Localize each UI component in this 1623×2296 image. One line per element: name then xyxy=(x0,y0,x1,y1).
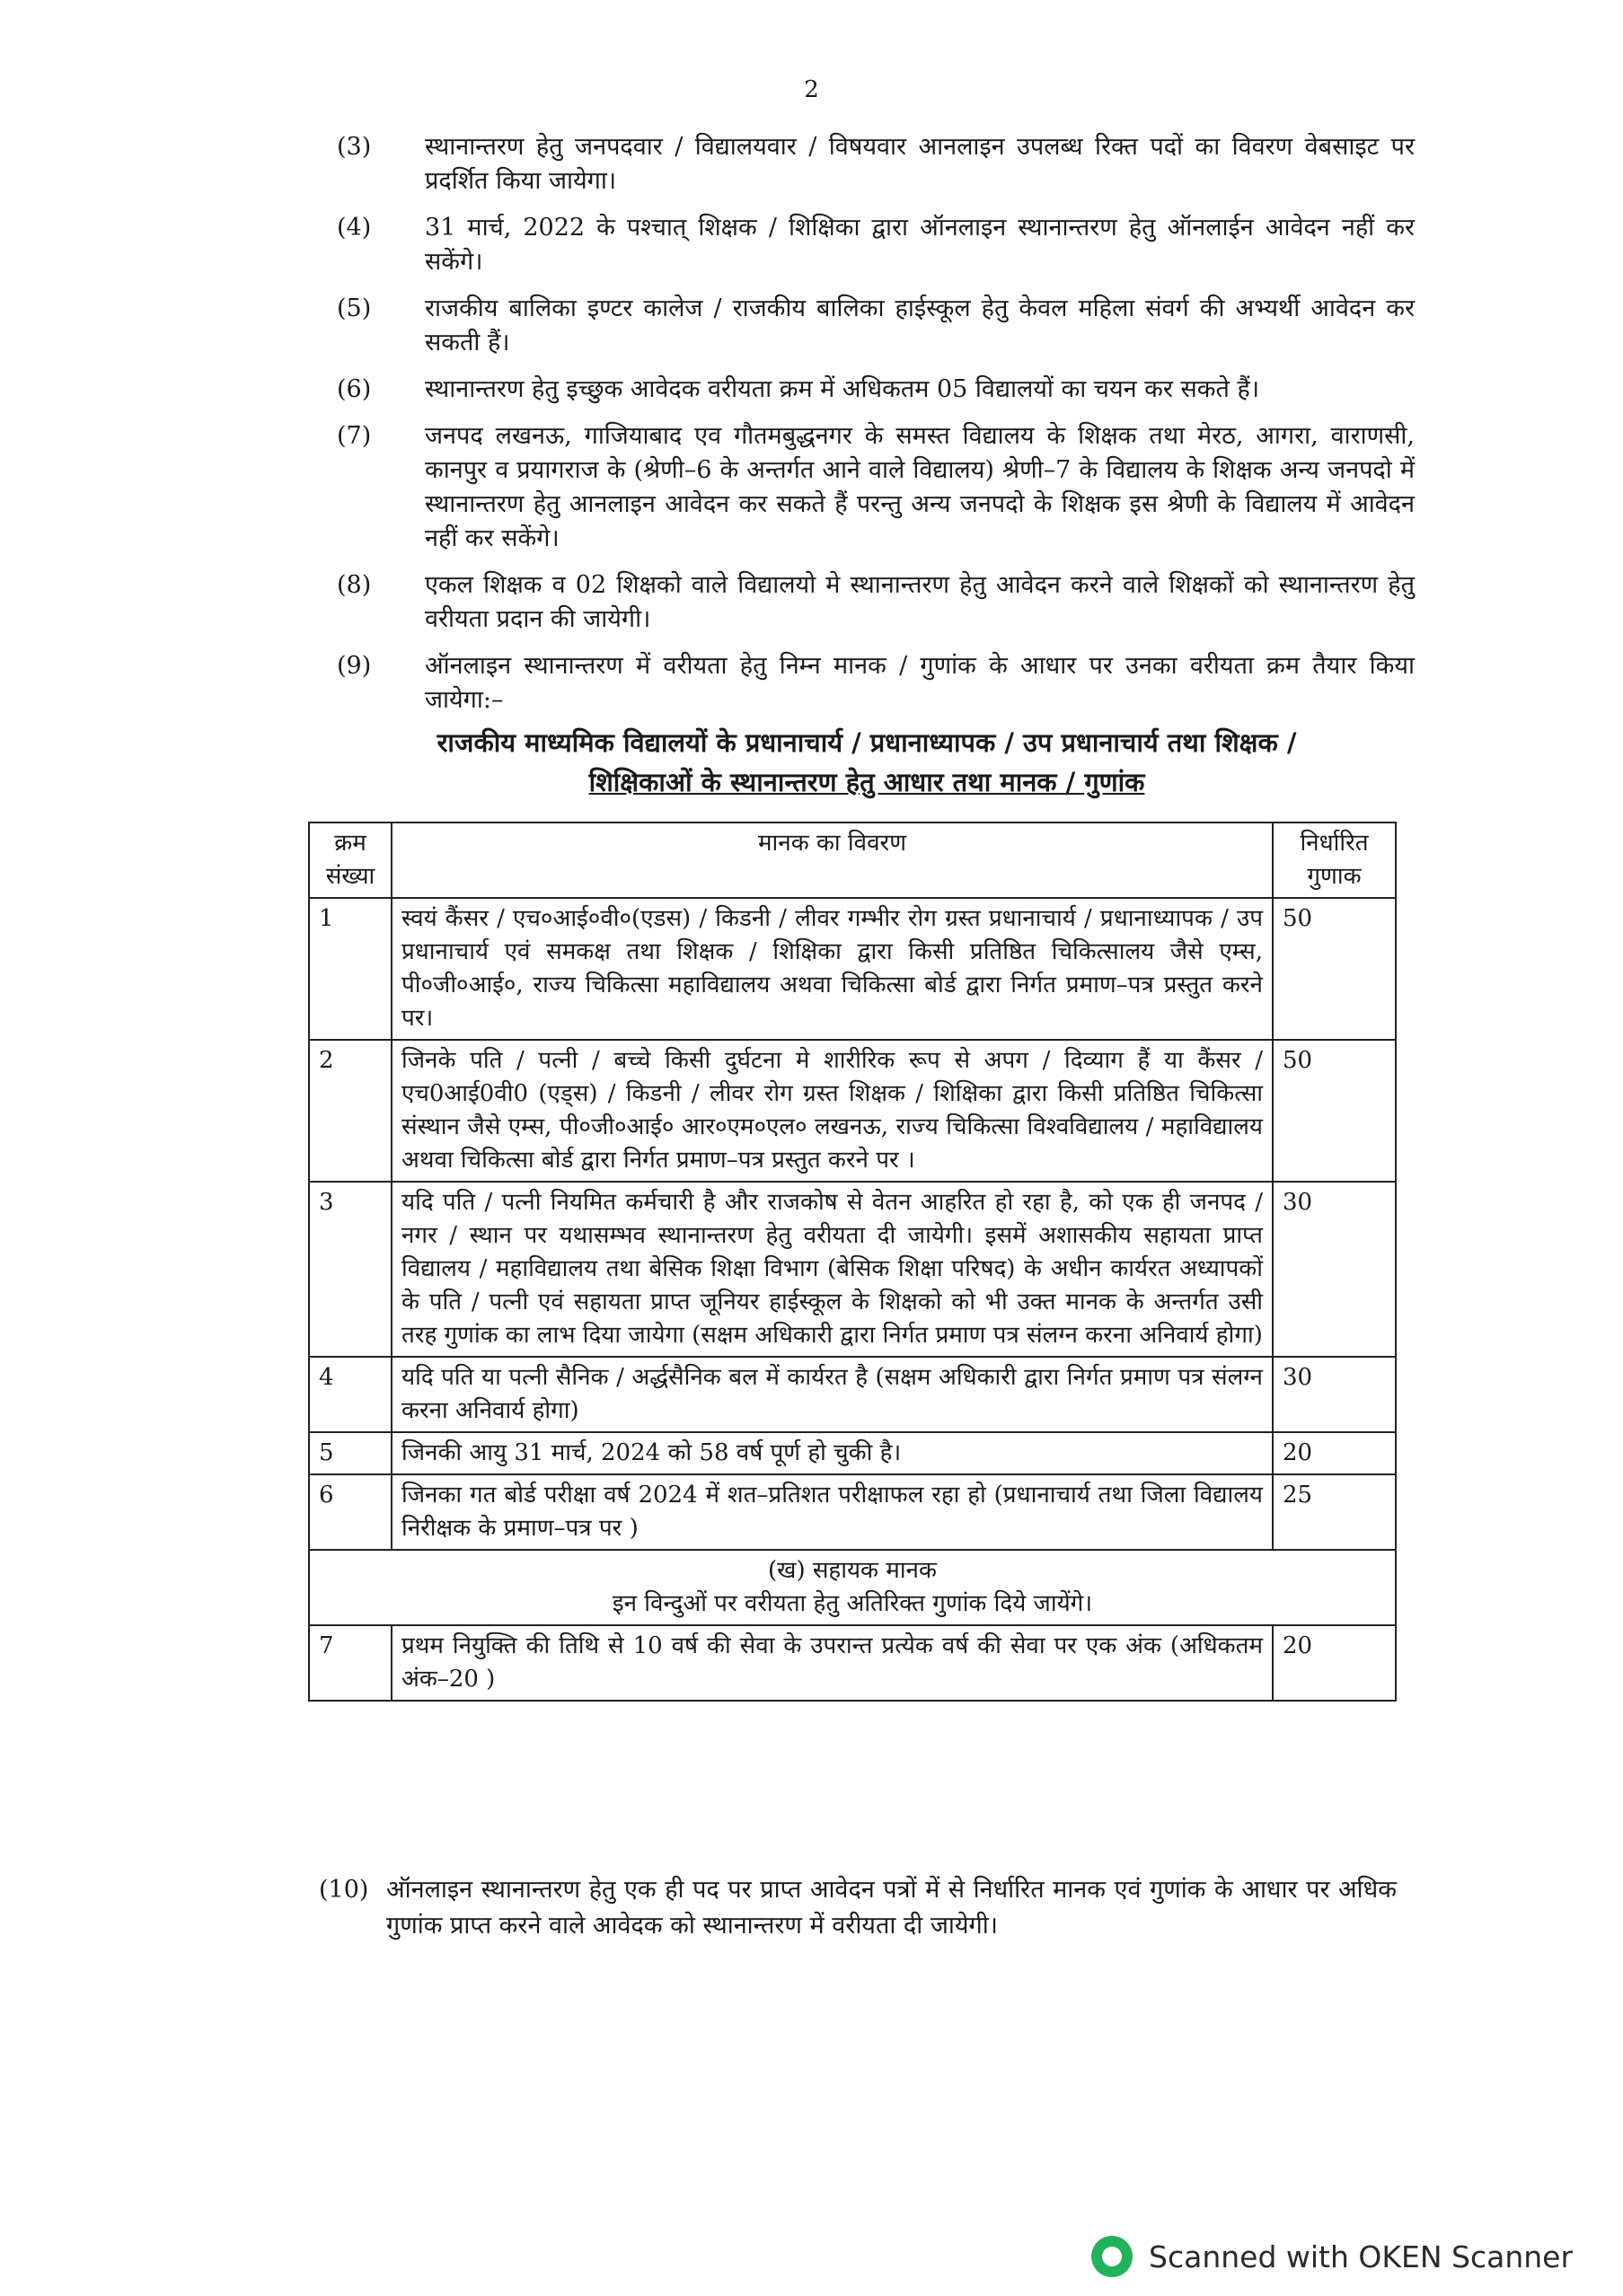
paragraph-4 xyxy=(337,211,1415,279)
page-number: 2 xyxy=(804,76,819,103)
criteria-table xyxy=(308,822,1397,1702)
oken-scanner-logo-icon xyxy=(1091,2236,1133,2277)
table-row xyxy=(309,898,1396,1040)
section-kha-row xyxy=(309,1550,1396,1625)
row-description: जिनकी आयु 31 मार्च, 2024 को 58 वर्ष पूर्ण हो चुकी है। xyxy=(392,1432,1273,1474)
paragraph-text: स्थानान्तरण हेतु जनपदवार / विद्यालयवार / विषयवार आनलाइन उपलब्ध रिक्त पदों का विवरण वेबसाइट पर प्रदर्शित किया जायेगा। xyxy=(425,133,1415,195)
paragraph-8 xyxy=(337,568,1415,637)
row-serial: 5 xyxy=(309,1432,392,1474)
row-description: यदि पति या पत्नी सैनिक / अर्द्धसैनिक बल में कार्यरत है (सक्षम अधिकारी द्वारा निर्गत प्रमाण पत्र संलग्न करना अनिवार्य होगा) xyxy=(392,1357,1273,1432)
row-score: 20 xyxy=(1273,1625,1396,1701)
paragraph-6 xyxy=(337,373,1415,407)
paragraph-list xyxy=(337,130,1415,730)
section-kha-subtitle: इन विन्दुओं पर वरीयता हेतु अतिरिक्त गुणांक दिये जायेंगे। xyxy=(612,1590,1093,1617)
paragraph-9 xyxy=(337,649,1415,717)
paragraph-number: (4) xyxy=(337,214,372,242)
table-row xyxy=(309,1357,1396,1432)
row-score: 30 xyxy=(1273,1357,1396,1432)
row-description: जिनका गत बोर्ड परीक्षा वर्ष 2024 में शत–प्रतिशत परीक्षाफल रहा हो (प्रधानाचार्य तथा जिला विद्यालय निरीक्षक के प्रमाण–पत्र पर ) xyxy=(392,1474,1273,1550)
row-description: जिनके पति / पत्नी / बच्चे किसी दुर्घटना मे शारीरिक रूप से अपग / दिव्याग हैं या कैंसर / एच0आई0वी0 (एड्स) / किडनी / लीवर रोग ग्रस्त शिक्षक / शिक्षिका द्वारा किसी प्रतिष्ठित चिकित्सा संस्थान जैसे एम्स, पी०जी०आई० आर०एम०एल० लखनऊ, राज्य चिकित्सा विश्वविद्यालय / महाविद्यालय अथवा चिकित्सा बोर्ड द्वारा निर्गत प्रमाण–पत्र प्रस्तुत करने पर । xyxy=(392,1040,1273,1182)
table-heading xyxy=(305,723,1428,802)
row-serial: 6 xyxy=(309,1474,392,1550)
paragraph-number: (8) xyxy=(337,571,372,599)
table-row xyxy=(309,1474,1396,1550)
paragraph-text: 31 मार्च, 2022 के पश्चात् शिक्षक / शिक्षिका द्वारा ऑनलाइन स्थानान्तरण हेतु ऑनलाईन आवेदन नहीं कर सकेंगे। xyxy=(425,214,1415,276)
row-serial: 1 xyxy=(309,898,392,1040)
row-description: यदि पति / पत्नी नियमित कर्मचारी है और राजकोष से वेतन आहरित हो रहा है, को एक ही जनपद / नगर / स्थान पर यथासम्भव स्थानान्तरण हेतु वरीयता दी जायेगी। इसमें अशासकीय सहायता प्राप्त विद्यालय / महाविद्यालय तथा बेसिक शिक्षा विभाग (बेसिक शिक्षा परिषद) के अधीन कार्यरत अध्यापकों के पति / पत्नी एवं सहायता प्राप्त जूनियर हाईस्कूल के शिक्षको को भी उक्त मानक के अन्तर्गत उसी तरह गुणांक का लाभ दिया जायेगा (सक्षम अधिकारी द्वारा निर्गत प्रमाण पत्र संलग्न करना अनिवार्य होगा) xyxy=(392,1182,1273,1357)
paragraph-number: (6) xyxy=(337,375,372,403)
table-row xyxy=(309,1625,1396,1701)
table-row xyxy=(309,1040,1396,1182)
paragraph-5 xyxy=(337,292,1415,360)
paragraph-text: जनपद लखनऊ, गाजियाबाद एव गौतमबुद्धनगर के समस्त विद्यालय के शिक्षक तथा मेरठ, आगरा, वाराणसी, कानपुर व प्रयागराज के (श्रेणी–6 के अन्तर्गत आने वाले विद्यालय) श्रेणी–7 के विद्यालय के शिक्षक अन्य जनपदो में स्थानान्तरण हेतु आनलाइन आवेदन कर सकते हैं परन्तु अन्य जनपदो के शिक्षक इस श्रेणी के विद्यालय में आवेदन नहीं कर सकेंगे। xyxy=(425,422,1415,552)
section-kha-cell xyxy=(309,1550,1396,1625)
paragraph-text: एकल शिक्षक व 02 शिक्षको वाले विद्यालयो मे स्थानान्तरण हेतु आवेदन करने वाले शिक्षकों को स्थानान्तरण हेतु वरीयता प्रदान की जायेगी। xyxy=(425,571,1415,633)
paragraph-number: (3) xyxy=(337,133,372,161)
header-serial: क्रम संख्या xyxy=(309,823,392,898)
paragraph-3 xyxy=(337,130,1415,198)
table-row xyxy=(309,1182,1396,1357)
paragraph-text: ऑनलाइन स्थानान्तरण हेतु एक ही पद पर प्राप्त आवेदन पत्रों में से निर्धारित मानक एवं गुणांक के आधार पर अधिक गुणांक प्राप्त करने वाले आवेदक को स्थानान्तरण में वरीयता दी जायेगी। xyxy=(386,1876,1397,1940)
row-score: 25 xyxy=(1273,1474,1396,1550)
paragraph-number: (7) xyxy=(337,422,372,450)
row-score: 30 xyxy=(1273,1182,1396,1357)
row-description: प्रथम नियुक्ति की तिथि से 10 वर्ष की सेवा के उपरान्त प्रत्येक वर्ष की सेवा पर एक अंक (अधिकतम अंक–20 ) xyxy=(392,1625,1273,1701)
row-description: स्वयं कैंसर / एच०आई०वी०(एडस) / किडनी / लीवर गम्भीर रोग ग्रस्त प्रधानाचार्य / प्रधानाध्यापक / उप प्रधानाचार्य एवं समकक्ष तथा शिक्षक / शिक्षिका द्वारा किसी प्रतिष्ठित चिकित्सालय जैसे एम्स, पी०जी०आई०, राज्य चिकित्सा महाविद्यालय अथवा चिकित्सा बोर्ड द्वारा निर्गत प्रमाण–पत्र प्रस्तुत करने पर। xyxy=(392,898,1273,1040)
header-score: निर्धारित गुणाक xyxy=(1273,823,1396,898)
paragraph-text: ऑनलाइन स्थानान्तरण में वरीयता हेतु निम्न मानक / गुणांक के आधार पर उनका वरीयता क्रम तैयार किया जायेगा:– xyxy=(425,652,1415,714)
row-serial: 2 xyxy=(309,1040,392,1182)
paragraph-number: (5) xyxy=(337,295,372,322)
row-score: 50 xyxy=(1273,898,1396,1040)
table-header-row xyxy=(309,823,1396,898)
table-row xyxy=(309,1432,1396,1474)
scanner-label: Scanned with OKEN Scanner xyxy=(1149,2239,1574,2274)
paragraph-number: (10) xyxy=(319,1876,369,1904)
paragraph-10 xyxy=(319,1872,1397,1944)
header-description: मानक का विवरण xyxy=(392,823,1273,898)
paragraph-number: (9) xyxy=(337,652,372,680)
paragraph-7 xyxy=(337,419,1415,556)
row-serial: 4 xyxy=(309,1357,392,1432)
paragraph-text: स्थानान्तरण हेतु इच्छुक आवेदक वरीयता क्रम में अधिकतम 05 विद्यालयों का चयन कर सकते हैं। xyxy=(425,375,1260,403)
table-heading-line1: राजकीय माध्यमिक विद्यालयों के प्रधानाचार्य / प्रधानाध्यापक / उप प्रधानाचार्य तथा शिक्षक / xyxy=(437,727,1297,758)
row-score: 50 xyxy=(1273,1040,1396,1182)
table-heading-line2: शिक्षिकाओं के स्थानान्तरण हेतु आधार तथा मानक / गुणांक xyxy=(588,767,1145,797)
paragraph-text: राजकीय बालिका इण्टर कालेज / राजकीय बालिका हाईस्कूल हेतु केवल महिला संवर्ग की अभ्यर्थी आवेदन कर सकती हैं। xyxy=(425,295,1415,356)
scanner-watermark xyxy=(1091,2236,1573,2277)
row-serial: 3 xyxy=(309,1182,392,1357)
section-kha-title: (ख) सहायक मानक xyxy=(768,1557,937,1584)
row-serial: 7 xyxy=(309,1625,392,1701)
row-score: 20 xyxy=(1273,1432,1396,1474)
